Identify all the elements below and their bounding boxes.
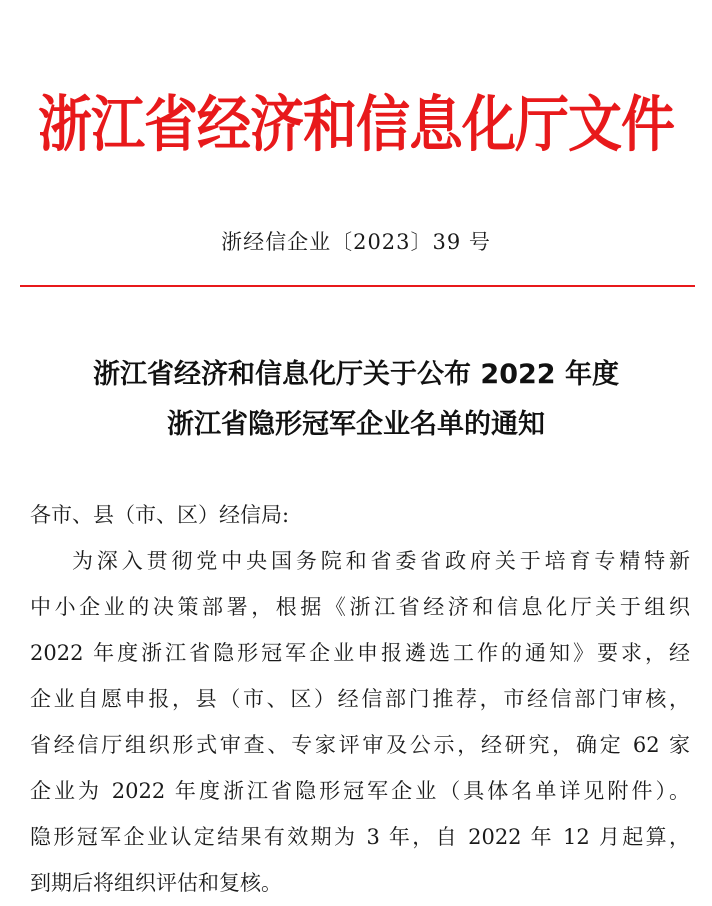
body-line: 为深入贯彻党中央国务院和省委省政府关于培育专精特新 [72, 549, 690, 573]
notice-title [0, 350, 712, 450]
notice-title-line-1: 浙江省经济和信息化厅关于公布 2022 年度 [93, 359, 619, 390]
red-divider-line [20, 285, 695, 287]
body-line: 企业自愿申报，县（市、区）经信部门推荐，市经信部门审核， [30, 687, 690, 711]
body-line: 2022 年度浙江省隐形冠军企业申报遴选工作的通知》要求，经 [30, 641, 690, 665]
document-number: 浙经信企业〔2023〕39 号 [221, 230, 491, 254]
salutation: 各市、县（市、区）经信局: [30, 503, 290, 527]
body-line: 隐形冠军企业认定结果有效期为 3 年，自 2022 年 12 月起算， [30, 825, 690, 849]
notice-title-line-2: 浙江省隐形冠军企业名单的通知 [167, 409, 545, 440]
body-line: 企业为 2022 年度浙江省隐形冠军企业（具体名单详见附件）。 [30, 779, 690, 803]
notice-body [30, 492, 690, 906]
body-line: 到期后将组织评估和复核。 [30, 871, 282, 895]
masthead-title: 浙江省经济和信息化厅文件 [38, 89, 674, 160]
body-line: 中小企业的决策部署，根据《浙江省经济和信息化厅关于组织 [30, 595, 690, 619]
body-line: 省经信厅组织形式审查、专家评审及公示，经研究，确定 62 家 [30, 733, 690, 757]
